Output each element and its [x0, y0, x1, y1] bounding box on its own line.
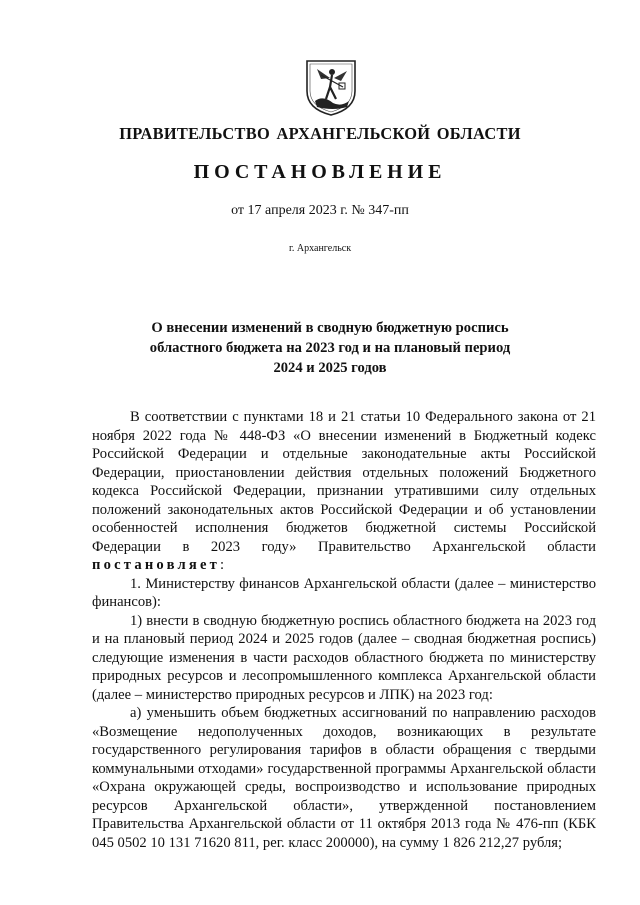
paragraph-item-1: 1. Министерству финансов Архангельской области (далее – министерство финансов): [92, 575, 596, 610]
document-type-title: ПОСТАНОВЛЕНИЕ [193, 161, 447, 183]
coat-of-arms-icon [303, 57, 359, 117]
document-body [92, 408, 596, 852]
paragraph-item-1-1: 1) внести в сводную бюджетную роспись областного бюджета на 2023 год и на плановый период 2024 и 2025 годов (далее – сводная бюджетная роспись) следующие изменения в части расходов областного бюджета по министерству природных ресурсов и лесопромышленного комплекса Архангельской области (далее – министерство природных ресурсов и ЛПК) на 2023 год: [92, 612, 596, 703]
date-and-number: от 17 апреля 2023 г. № 347-пп [231, 203, 409, 218]
paragraph-item-a: а) уменьшить объем бюджетных ассигнований по направлению расходов «Возмещение недополученных доходов, возникающих в результате государственного регулирования тарифов в области обращения с твердыми коммунальными отходами» государственной программы Архангельской области «Охрана окружающей среды, воспроизводство и использование природных ресурсов Архангельской области», утвержденной постановлением Правительства Архангельской области от 11 октября 2013 года № 476-пп (КБК 045 0502 10 131 71620 811, рег. класс 200000), на сумму 1 826 212,27 рубля; [92, 705, 596, 851]
subject-line-2: областного бюджета на 2023 год и на плановый период [149, 340, 511, 356]
paragraph-preamble [92, 408, 596, 575]
preamble-colon: : [220, 557, 225, 573]
subject-line-3: 2024 и 2025 годов [273, 360, 387, 376]
resolves-word: постановляет [92, 557, 220, 573]
document-subject [60, 318, 600, 378]
preamble-text: В соответствии с пунктами 18 и 21 статьи 10 Федерального закона от 21 ноября 2022 года № 448-ФЗ «О внесении изменений в Бюджетный кодекс Российской Федерации и отдельные законодательные акты Российской Федерации, приостановлении действия отдельных положений Бюджетного кодекса Российской Федерации, признании утратившими силу отдельных положений законодательных актов Российской Федерации и об установлении особенностей исполнения бюджетов бюджетной системы Российской Федерации в 2023 году» Правительство Архангельской области [92, 409, 596, 555]
government-name: ПРАВИТЕЛЬСТВО АРХАНГЕЛЬСКОЙ ОБЛАСТИ [119, 124, 521, 143]
subject-line-1: О внесении изменений в сводную бюджетную роспись [151, 320, 509, 336]
city-name: г. Архангельск [288, 243, 352, 254]
